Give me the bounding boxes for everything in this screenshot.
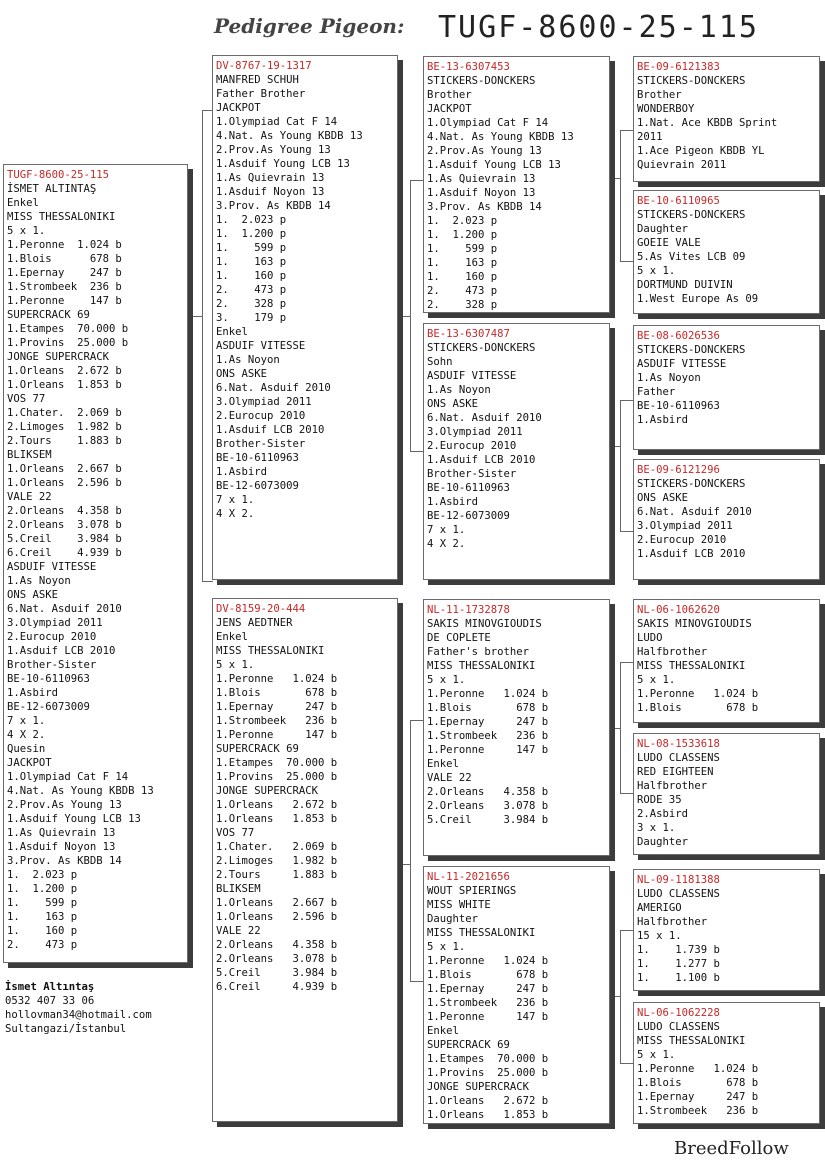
pigeon-card-dam-sire-sire [633,599,820,723]
pedigree-line: 1.Epernay 247 b [637,1091,759,1103]
pigeon-card-dam-dam-sire [633,869,820,991]
pedigree-line: 5 x 1. [427,674,466,686]
ring-number: NL-06-1062620 [637,604,720,616]
pedigree-line: 1. 1.200 p [216,228,287,240]
pedigree-line: 1.Asduif Noyon 13 [216,186,325,198]
connector [620,400,633,532]
subject-ring-number: TUGF-8600-25-115 [438,10,759,45]
ring-number: BE-10-6110965 [637,195,720,207]
pedigree-line: 1.Provins 25.000 b [216,771,338,783]
pedigree-line: 1.Ace Pigeon KBDB YL [637,145,765,157]
pedigree-line: WONDERBOY [637,103,695,115]
ring-number: BE-13-6307487 [427,328,510,340]
pigeon-card-dam [212,598,398,1122]
pedigree-line: 15 x 1. [637,930,682,942]
pedigree-line: 1. 160 p [7,925,78,937]
pedigree-line: STICKERS-DONCKERS [427,342,536,354]
pedigree-line: 1.Orleans 2.596 b [216,911,338,923]
pedigree-line: 1.Orleans 2.667 b [216,897,338,909]
pedigree-line: Father [637,386,676,398]
pedigree-line: 1.Strombeek 236 b [427,730,549,742]
pedigree-line: LUDO CLASSENS [637,1021,720,1033]
owner-name: İsmet Altıntaş [5,981,95,993]
pedigree-line: Brother-Sister [7,659,97,671]
pedigree-line: Quesin [7,743,46,755]
pedigree-line: AMERIGO [637,902,682,914]
connector [610,996,620,997]
pedigree-line: MISS THESSALONIKI [637,660,746,672]
pedigree-line: BE-10-6110963 [216,452,299,464]
pedigree-line: 1.Orleans 2.672 b [7,365,122,377]
pedigree-line: JACKPOT [427,103,472,115]
pedigree-line: WOUT SPIERINGS [427,885,517,897]
pedigree-line: MISS THESSALONIKI [216,645,325,657]
pigeon-card-sire-dam-sire [633,325,820,450]
pedigree-line: 1. 160 p [216,270,287,282]
pedigree-line: 1.Peronne 1.024 b [216,673,338,685]
pedigree-line: LUDO CLASSENS [637,752,720,764]
pedigree-line: 1.As Noyon [637,372,701,384]
pedigree-line: 1. 1.739 b [637,944,720,956]
connector [620,930,633,1064]
pedigree-line: 1.Strombeek 236 b [216,715,338,727]
ring-number: BE-09-6121296 [637,464,720,476]
pedigree-line: MISS THESSALONIKI [637,1035,746,1047]
pedigree-line: 2.Orleans 3.078 b [216,953,338,965]
pedigree-line: MISS THESSALONIKI [427,660,536,672]
pedigree-line: BE-10-6110963 [427,482,510,494]
pedigree-line: 1.Orleans 2.672 b [427,1095,549,1107]
pedigree-line: 5 x 1. [427,941,466,953]
pedigree-line: JONGE SUPERCRACK [7,351,110,363]
pedigree-line: 2. 328 p [427,299,498,311]
pigeon-card-sire-dam [423,323,610,580]
pedigree-line: MISS WHITE [427,899,491,911]
pedigree-line: MISS THESSALONIKI [427,927,536,939]
pedigree-line: 5 x 1. [637,265,676,277]
pedigree-line: 1.Nat. Ace KBDB Sprint [637,117,778,129]
pedigree-line: SUPERCRACK 69 [216,743,299,755]
connector [610,446,620,447]
ring-number: NL-06-1062228 [637,1007,720,1019]
pedigree-line: STICKERS-DONCKERS [637,75,746,87]
pedigree-line: 1.Asbird [7,687,59,699]
pedigree-line: BE-10-6110963 [637,400,720,412]
pedigree-line: 2.Limoges 1.982 b [216,855,338,867]
pedigree-line: 6.Creil 4.939 b [216,981,338,993]
pedigree-line: JACKPOT [216,102,261,114]
pedigree-line: ASDUIF VITESSE [7,561,97,573]
pedigree-line: 6.Nat. Asduif 2010 [427,412,542,424]
ring-number: NL-11-1732878 [427,604,510,616]
pedigree-line: 1.As Noyon [216,354,280,366]
pedigree-line: 2.Asbird [637,808,689,820]
pedigree-line: ASDUIF VITESSE [216,340,306,352]
pedigree-line: 1. 1.200 p [427,229,498,241]
pedigree-line: 5.As Vites LCB 09 [637,251,746,263]
pedigree-line: 1. 163 p [7,911,78,923]
pedigree-line: STICKERS-DONCKERS [427,75,536,87]
pedigree-line: 1. 163 p [427,257,498,269]
pedigree-line: 1.Asduif LCB 2010 [7,645,116,657]
ring-number: NL-09-1181388 [637,874,720,886]
pedigree-line: Halfbrother [637,780,708,792]
pedigree-line: 1.Peronne 1.024 b [637,688,759,700]
pedigree-line: 1.Blois 678 b [216,687,338,699]
pedigree-line: 3.Prov. As KBDB 14 [427,201,542,213]
pedigree-line: 1.Strombeek 236 b [427,997,549,1009]
pedigree-line: 1.Asduif Young LCB 13 [7,813,141,825]
pedigree-line: 1.Chater. 2.069 b [216,841,338,853]
pedigree-line: 1.Chater. 2.069 b [7,407,122,419]
pedigree-line: 1.Peronne 147 b [216,729,338,741]
pedigree-line: SUPERCRACK 69 [7,309,90,321]
pedigree-line: 2. 473 p [427,285,498,297]
pigeon-card-dam-dam [423,866,610,1124]
pedigree-line: 1.Asduif LCB 2010 [427,454,536,466]
pigeon-card-dam-dam-dam [633,1002,820,1124]
pedigree-line: DORTMUND DUIVIN [637,279,733,291]
ring-number: BE-13-6307453 [427,61,510,73]
pedigree-line: Quievrain 2011 [637,159,727,171]
pedigree-line: 2.Orleans 3.078 b [427,800,549,812]
pedigree-line: 2. 473 p [7,939,78,951]
pedigree-line: 1.Etampes 70.000 b [7,323,129,335]
pedigree-line: 2. 328 p [216,298,287,310]
pedigree-line: Halfbrother [637,916,708,928]
pedigree-line: Enkel [216,631,248,643]
pigeon-card-sire-sire-sire [633,56,820,182]
pedigree-line: 1.Epernay 247 b [216,701,338,713]
pedigree-line: LUDO [637,632,663,644]
pedigree-line: 1.As Quievrain 13 [216,172,325,184]
pedigree-line: 1. 1.200 p [7,883,78,895]
connector [610,728,620,729]
ring-number: TUGF-8600-25-115 [7,169,110,181]
pedigree-line: 1.Etampes 70.000 b [216,757,338,769]
pedigree-line: BLIKSEM [7,449,52,461]
pedigree-line: VALE 22 [7,491,52,503]
ring-number: DV-8767-19-1317 [216,60,312,72]
connector [620,662,633,794]
pedigree-line: İSMET ALTINTAŞ [7,183,97,195]
pedigree-line: 6.Nat. Asduif 2010 [637,506,752,518]
pedigree-line: 1.Orleans 1.853 b [7,379,122,391]
owner-contact [5,980,152,1036]
pedigree-line: 1.Peronne 147 b [7,295,122,307]
pigeon-card-sire [212,55,398,580]
pedigree-line: 5 x 1. [637,674,676,686]
pedigree-line: RODE 35 [637,794,682,806]
owner-phone: 0532 407 33 06 [5,995,95,1007]
pedigree-line: ASDUIF VITESSE [427,370,517,382]
ring-number: BE-08-6026536 [637,330,720,342]
pedigree-line: 2.Limoges 1.982 b [7,421,122,433]
connector [398,864,410,865]
pedigree-line: RED EIGHTEEN [637,766,714,778]
pedigree-line: ONS ASKE [637,492,689,504]
pedigree-line: 1.As Noyon [7,575,71,587]
pigeon-card-sire-sire-dam [633,190,820,314]
pedigree-line: 1.Peronne 1.024 b [427,688,549,700]
pigeon-card-subject [3,164,188,963]
pedigree-line: SUPERCRACK 69 [427,1039,510,1051]
brand-footer: BreedFollow [674,1138,789,1159]
pedigree-line: 2.Eurocup 2010 [637,534,727,546]
ring-number: NL-11-2021656 [427,871,510,883]
pedigree-line: JONGE SUPERCRACK [216,785,319,797]
pedigree-line: Enkel [7,197,39,209]
pedigree-line: Brother-Sister [216,438,306,450]
pedigree-line: 1.Asduif Young LCB 13 [216,158,350,170]
pedigree-line: 1.Orleans 1.853 b [216,813,338,825]
pedigree-line: 6.Creil 4.939 b [7,547,122,559]
pedigree-line: SAKIS MINOVGIOUDIS [427,618,542,630]
pigeon-card-dam-sire-dam [633,733,820,855]
pedigree-line: 4.Nat. As Young KBDB 13 [7,785,154,797]
pedigree-line: 7 x 1. [427,524,466,536]
owner-email: hollovman34@hotmail.com [5,1009,152,1021]
pedigree-line: 1.Peronne 147 b [427,744,549,756]
pedigree-line: Daughter [637,223,689,235]
pedigree-line: 1.Peronne 147 b [427,1011,549,1023]
pedigree-line: BE-12-6073009 [216,480,299,492]
pedigree-line: ASDUIF VITESSE [637,358,727,370]
pedigree-line: DE COPLETE [427,632,491,644]
pigeon-card-dam-sire [423,599,610,856]
pedigree-line: 5 x 1. [7,225,46,237]
pedigree-line: 4 X 2. [216,508,255,520]
pedigree-line: LUDO CLASSENS [637,888,720,900]
pedigree-line: 1.Asduif LCB 2010 [637,548,746,560]
pedigree-line: Brother [637,89,682,101]
pedigree-line: 1.Blois 678 b [637,702,759,714]
pedigree-line: JONGE SUPERCRACK [427,1081,530,1093]
ring-number: DV-8159-20-444 [216,603,306,615]
pedigree-line: 5 x 1. [216,659,255,671]
pedigree-line: 2. 473 p [216,284,287,296]
pedigree-line: 3 x 1. [637,822,676,834]
pedigree-line: Daughter [637,836,689,848]
pedigree-line: 4 X 2. [7,729,46,741]
pedigree-line: 1.Blois 678 b [637,1077,759,1089]
pedigree-line: VOS 77 [216,827,255,839]
pedigree-line: Father Brother [216,88,306,100]
pedigree-line: 3.Prov. As KBDB 14 [7,855,122,867]
pedigree-line: 5.Creil 3.984 b [216,967,338,979]
pedigree-line: 3. 179 p [216,312,287,324]
pedigree-line: 1. 160 p [427,271,498,283]
pedigree-line: ONS ASKE [7,589,59,601]
pedigree-line: Father's brother [427,646,530,658]
pedigree-line: 2.Eurocup 2010 [427,440,517,452]
pedigree-line: STICKERS-DONCKERS [637,478,746,490]
pedigree-line: VALE 22 [427,772,472,784]
pedigree-line: 2.Eurocup 2010 [216,410,306,422]
pedigree-line: 1.Strombeek 236 b [637,1105,759,1117]
pedigree-line: VALE 22 [216,925,261,937]
pedigree-line: BE-10-6110963 [7,673,90,685]
pedigree-line: 1.Asduif LCB 2010 [216,424,325,436]
pedigree-line: Enkel [427,758,459,770]
owner-address: Sultangazi/İstanbul [5,1023,127,1035]
pedigree-line: 2.Tours 1.883 b [7,435,122,447]
pedigree-line: 3.Olympiad 2011 [637,520,733,532]
connector [398,316,410,317]
pedigree-line: BLIKSEM [216,883,261,895]
pedigree-line: 1. 599 p [7,897,78,909]
pedigree-line: 5.Creil 3.984 b [427,814,549,826]
pedigree-line: Brother-Sister [427,468,517,480]
pedigree-line: 1. 2.023 p [216,214,287,226]
pedigree-line: 1. 599 p [216,242,287,254]
pedigree-line: 1.As Quievrain 13 [7,827,116,839]
pedigree-line: 1.Asbird [216,466,268,478]
connector [610,178,620,179]
pedigree-line: 4 X 2. [427,538,466,550]
pedigree-line: VOS 77 [7,393,46,405]
pedigree-line: 1.Epernay 247 b [427,983,549,995]
pedigree-line: 3.Olympiad 2011 [216,396,312,408]
pedigree-line: 1.Peronne 1.024 b [637,1063,759,1075]
pedigree-line: 4.Nat. As Young KBDB 13 [427,131,574,143]
pedigree-line: 1.Orleans 1.853 b [427,1109,549,1121]
pedigree-title: Pedigree Pigeon: [214,14,405,38]
pedigree-line: 1. 163 p [216,256,287,268]
pedigree-line: 1.Olympiad Cat F 14 [427,117,549,129]
pedigree-line: 3.Prov. As KBDB 14 [216,200,331,212]
pedigree-line: 1.Olympiad Cat F 14 [216,116,338,128]
connector [188,316,202,317]
connector [620,130,633,262]
pedigree-line: 1.As Noyon [427,384,491,396]
pedigree-line: JACKPOT [7,757,52,769]
pedigree-line: 1.Etampes 70.000 b [427,1053,549,1065]
pedigree-line: 2.Eurocup 2010 [7,631,97,643]
pedigree-line: Daughter [427,913,479,925]
ring-number: NL-08-1533618 [637,738,720,750]
pedigree-line: STICKERS-DONCKERS [637,344,746,356]
connector [410,720,423,982]
pedigree-line: STICKERS-DONCKERS [637,209,746,221]
pedigree-line: 2.Orleans 4.358 b [7,505,122,517]
pedigree-line: 2.Orleans 4.358 b [216,939,338,951]
pedigree-line: JENS AEDTNER [216,617,293,629]
pedigree-line: 6.Nat. Asduif 2010 [216,382,331,394]
ring-number: BE-09-6121383 [637,61,720,73]
pedigree-line: 1. 2.023 p [427,215,498,227]
pedigree-line: 2.Tours 1.883 b [216,869,338,881]
pedigree-line: BE-12-6073009 [427,510,510,522]
pedigree-line: 1.Asbird [427,496,479,508]
pedigree-line: 1.Asduif Noyon 13 [427,187,536,199]
pedigree-line: Halfbrother [637,646,708,658]
pedigree-line: 2.Prov.As Young 13 [427,145,542,157]
pedigree-line: 1.Blois 678 b [427,702,549,714]
pedigree-line: 1.Olympiad Cat F 14 [7,771,129,783]
pedigree-line: Sohn [427,356,453,368]
pedigree-line: 1.Asbird [637,414,689,426]
pedigree-line: 1. 1.277 b [637,958,720,970]
pedigree-line: 1.As Quievrain 13 [427,173,536,185]
pedigree-line: 3.Olympiad 2011 [7,617,103,629]
pedigree-line: ONS ASKE [216,368,268,380]
pedigree-line: 1.Asduif Noyon 13 [7,841,116,853]
pedigree-line: 1.Orleans 2.667 b [7,463,122,475]
pedigree-line: 1.West Europe As 09 [637,293,759,305]
pedigree-line: 1.Peronne 1.024 b [7,239,122,251]
pedigree-line: 1.Epernay 247 b [7,267,122,279]
pedigree-line: 1.Blois 678 b [7,253,122,265]
pedigree-line: BE-12-6073009 [7,701,90,713]
pedigree-line: MISS THESSALONIKI [7,211,116,223]
pedigree-line: 1.Provins 25.000 b [7,337,129,349]
pedigree-line: 7 x 1. [7,715,46,727]
pedigree-line: 2011 [637,131,663,143]
pedigree-line: 1.Orleans 2.596 b [7,477,122,489]
pedigree-line: 1.Orleans 2.672 b [216,799,338,811]
pedigree-line: 1.Blois 678 b [427,969,549,981]
pedigree-line: Brother [427,89,472,101]
pedigree-line: 5.Creil 3.984 b [7,533,122,545]
pedigree-line: 7 x 1. [216,494,255,506]
pedigree-line: Enkel [427,1025,459,1037]
pedigree-line: 1.Peronne 1.024 b [427,955,549,967]
pedigree-line: 1.Provins 25.000 b [427,1067,549,1079]
pedigree-line: 2.Orleans 4.358 b [427,786,549,798]
pedigree-line: 1. 2.023 p [7,869,78,881]
pedigree-line: ONS ASKE [427,398,479,410]
pedigree-line: 3.Olympiad 2011 [427,426,523,438]
pedigree-line: Enkel [216,326,248,338]
pedigree-line: 1. 1.100 b [637,972,720,984]
pedigree-line: GOEIE VALE [637,237,701,249]
pedigree-line: 2.Prov.As Young 13 [216,144,331,156]
pigeon-card-sire-sire [423,56,610,313]
pedigree-line: 1. 599 p [427,243,498,255]
connector [410,180,423,452]
pedigree-line: MANFRED SCHUH [216,74,299,86]
pedigree-line: 1.Asduif Young LCB 13 [427,159,561,171]
pedigree-line: 1.Strombeek 236 b [7,281,122,293]
pedigree-line: 5 x 1. [637,1049,676,1061]
pedigree-line: 4.Nat. As Young KBDB 13 [216,130,363,142]
pedigree-line: 2.Orleans 3.078 b [7,519,122,531]
pedigree-line: 1.Epernay 247 b [427,716,549,728]
pedigree-line: 2.Prov.As Young 13 [7,799,122,811]
pedigree-line: 6.Nat. Asduif 2010 [7,603,122,615]
pedigree-line: SAKIS MINOVGIOUDIS [637,618,752,630]
pigeon-card-sire-dam-dam [633,459,820,580]
